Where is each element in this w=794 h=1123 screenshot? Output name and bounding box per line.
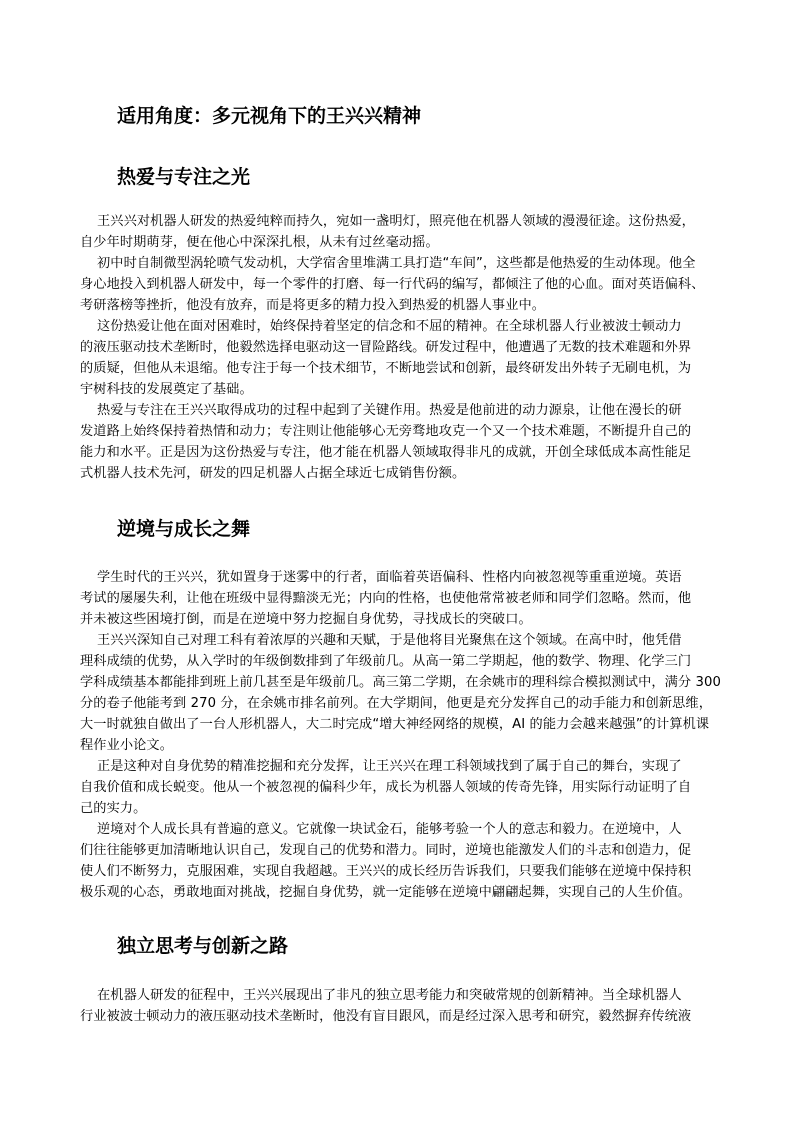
paragraph-line: 热爱与专注在王兴兴取得成功的过程中起到了关键作用。热爱是他前进的动力源泉，让他在漫长的研	[97, 403, 682, 418]
paragraph-line: 宇树科技的发展奠定了基础。	[80, 382, 253, 397]
section-heading-innovation: 独立思考与创新之路	[117, 935, 289, 957]
section-body-adversity	[80, 567, 729, 903]
paragraph-line: 行业被波士顿动力的液压驱动技术垄断时，他没有盲目跟风，而是经过深入思考和研究，毅然摒弃传统液	[80, 1009, 692, 1024]
paragraph-line: 程作业小论文。	[80, 738, 174, 753]
paragraph-line: 大一时就独自做出了一台人形机器人，大二时完成“增大神经网络的规模，AI 的能力会越来越强”的计算机课	[80, 717, 710, 732]
section-heading-passion: 热爱与专注之光	[117, 166, 251, 188]
section-body-innovation	[80, 985, 729, 1027]
paragraph-line: 使人们不断努力，克服困难，实现自我超越。王兴兴的成长经历告诉我们，只要我们能够在逆境中保持积	[80, 864, 692, 879]
paragraph-line: 能力和水平。正是因为这份热爱与专注，他才能在机器人领域取得非凡的成就，开创全球低成本高性能足	[80, 445, 692, 460]
paragraph-line: 这份热爱让他在面对困难时，始终保持着坚定的信念和不屈的精神。在全球机器人行业被波士顿动力	[97, 319, 682, 334]
paragraph-line: 并未被这些困境打倒，而是在逆境中努力挖掘自身优势，寻找成长的突破口。	[80, 612, 532, 627]
paragraph-line: 逆境对个人成长具有普遍的意义。它就像一块试金石，能够考验一个人的意志和毅力。在逆境中，人	[97, 822, 682, 837]
page-title: 适用角度：多元视角下的王兴兴精神	[117, 105, 422, 127]
paragraph-line: 的液压驱动技术垄断时，他毅然选择电驱动这一冒险路线。研发过程中，他遭遇了无数的技术难题和外界	[80, 340, 692, 355]
section-heading-adversity: 逆境与成长之舞	[117, 518, 251, 540]
paragraph-line: 初中时自制微型涡轮喷气发动机，大学宿舍里堆满工具打造“车间”，这些都是他热爱的生动体现。他全	[97, 256, 696, 271]
paragraph-line: 王兴兴深知自己对理工科有着浓厚的兴趣和天赋，于是他将目光聚焦在这个领域。在高中时，他凭借	[97, 633, 682, 648]
paragraph-line: 学生时代的王兴兴，犹如置身于迷雾中的行者，面临着英语偏科、性格内向被忽视等重重逆境。英语	[97, 570, 682, 585]
paragraph-line: 们往往能够更加清晰地认识自己，发现自己的优势和潜力。同时，逆境也能激发人们的斗志和创造力，促	[80, 843, 692, 858]
paragraph-line: 在机器人研发的征程中，王兴兴展现出了非凡的独立思考能力和突破常规的创新精神。当全球机器人	[97, 988, 682, 1003]
paragraph-line: 发道路上始终保持着热情和动力；专注则让他能够心无旁骛地攻克一个又一个技术难题，不断提升自己的	[80, 424, 692, 439]
paragraph-line: 考研落榜等挫折，他没有放弃，而是将更多的精力投入到热爱的机器人事业中。	[80, 298, 546, 313]
paragraph-line: 理科成绩的优势，从入学时的年级倒数排到了年级前几。从高一第二学期起，他的数学、物理、化学三门	[80, 654, 692, 669]
paragraph-line: 学科成绩基本都能排到班上前几甚至是年级前几。高三第二学期，在余姚市的理科综合模拟测试中，满分 300	[80, 675, 721, 690]
section-body-passion	[80, 211, 729, 484]
paragraph-line: 极乐观的心态，勇敢地面对挑战，挖掘自身优势，就一定能够在逆境中翩翩起舞，实现自己的人生价值。	[80, 885, 692, 900]
paragraph-line: 分的卷子他能考到 270 分，在余姚市排名前列。在大学期间，他更是充分发挥自己的动手能力和创新思维，	[80, 696, 712, 711]
paragraph-line: 式机器人技术先河，研发的四足机器人占据全球近七成销售份额。	[80, 466, 466, 481]
paragraph-line: 的质疑，但他从未退缩。他专注于每一个技术细节，不断地尝试和创新，最终研发出外转子无刷电机，为	[80, 361, 692, 376]
paragraph-line: 己的实力。	[80, 801, 147, 816]
paragraph-line: 身心地投入到机器人研发中，每一个零件的打磨、每一行代码的编写，都倾注了他的心血。面对英语偏科、	[80, 277, 705, 292]
paragraph-line: 自少年时期萌芽，便在他心中深深扎根，从未有过丝毫动摇。	[80, 235, 439, 250]
paragraph-line: 正是这种对自身优势的精准挖掘和充分发挥，让王兴兴在理工科领域找到了属于自己的舞台，实现了	[97, 759, 682, 774]
paragraph-line: 考试的屡屡失利，让他在班级中显得黯淡无光；内向的性格，也使他常常被老师和同学们忽略。然而，他	[80, 591, 692, 606]
paragraph-line: 王兴兴对机器人研发的热爱纯粹而持久，宛如一盏明灯，照亮他在机器人领域的漫漫征途。这份热爱，	[97, 214, 695, 229]
paragraph-line: 自我价值和成长蜕变。他从一个被忽视的偏科少年，成长为机器人领域的传奇先锋，用实际行动证明了自	[80, 780, 692, 795]
